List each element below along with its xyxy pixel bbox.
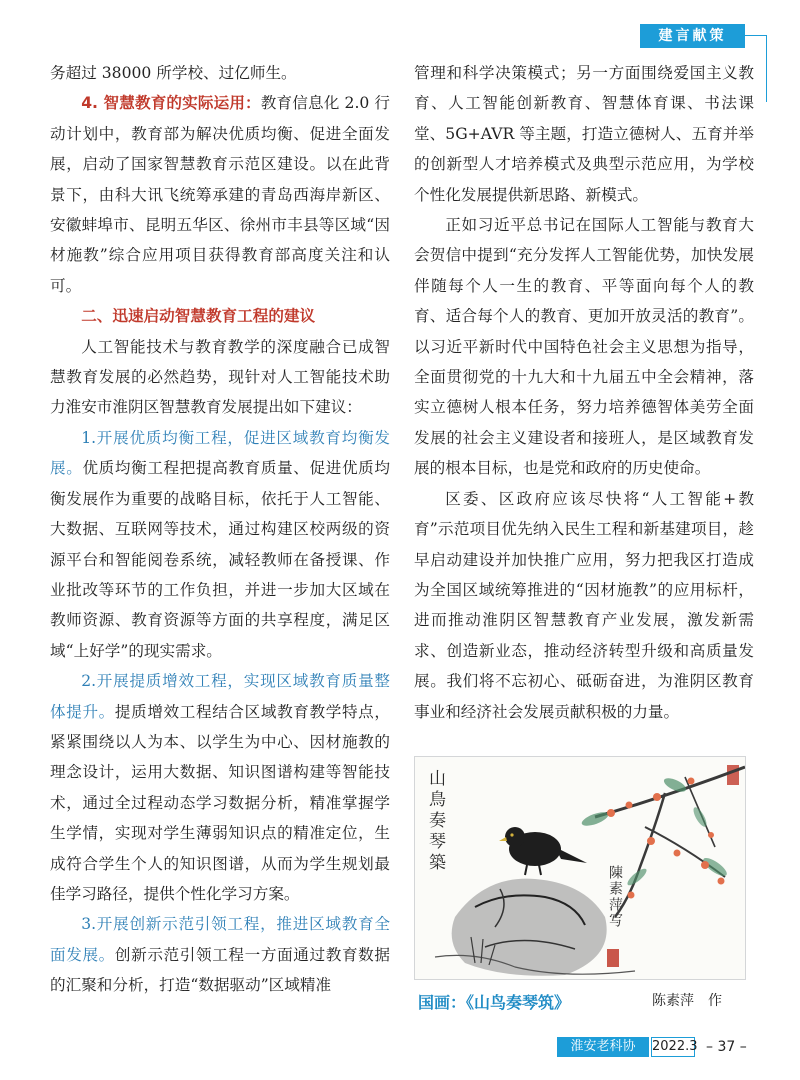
paragraph-body: 教育信息化 2.0 行动计划中，教育部为解决优质均衡、促进全面发展，启动了国家智慧教育示范区建设。以在此背景下，由科大讯飞统筹承建的青岛西海岸新区、安徽蚌埠市、昆明五华区、徐州市丰县等区域“因材施教”综合应用项目获得教育部高度关注和认可。 bbox=[50, 94, 391, 295]
suggestion-body: 优质均衡工程把提高教育质量、促进优质均衡发展作为重要的战略目标，依托于人工智能、大数据、互联网等技术，通过构建区校两级的资源平台和智能阅卷系统，减轻教师在备授课、作业批改等环节的工作负担，并进一步加大区域在教师资源、教育资源等方面的共享程度，满足区域“上好学”的现实需求。 bbox=[50, 459, 390, 660]
left-column bbox=[50, 58, 390, 1001]
issue-number: 2022.3 bbox=[651, 1037, 695, 1057]
figure-caption-title: 国画：《山鸟奏琴筑》 bbox=[418, 993, 571, 1012]
journal-name: 淮安老科协 bbox=[557, 1037, 649, 1057]
suggestion-heading: 2.开展提质增效工程，实现区域教育质量整体提升。 bbox=[50, 672, 390, 721]
paragraph-heading: 4. 智慧教育的实际运用： bbox=[81, 94, 261, 113]
section-title: 二、迅速启动智慧教育工程的建议 bbox=[81, 307, 316, 326]
paragraph-suggestion-2 bbox=[50, 666, 390, 909]
painting-inscription: 山鳥奏琴築 bbox=[425, 769, 445, 874]
paragraph-suggestion-3 bbox=[50, 909, 390, 1000]
paragraph-continuation: 务超过 38000 所学校、过亿师生。 bbox=[50, 64, 297, 82]
section-label: 建言献策 bbox=[640, 24, 745, 48]
paragraph-suggestion-1 bbox=[50, 423, 390, 666]
paragraph-intro: 人工智能技术与教育教学的深度融合已成智慧教育发展的必然趋势，现针对人工智能技术助力淮安市淮阴区智慧教育发展提出如下建议： bbox=[50, 337, 390, 417]
suggestion-heading: 1.开展优质均衡工程，促进区域教育均衡发展。 bbox=[50, 428, 390, 478]
painting-image bbox=[414, 756, 746, 980]
suggestion-body: 提质增效工程结合区域教育教学特点，紧紧围绕以人为本、以学生为中心、因材施教的理念设计，运用大数据、知识图谱构建等智能技术，通过全过程动态学习数据分析，精准掌握学生学情，实现对学生薄弱知识点的精准定位，生成符合学生个人的知识图谱，从而为学生规划最佳学习路径，提供个性化学习方案。 bbox=[50, 702, 390, 903]
suggestion-body: 创新示范引领工程一方面通过教育数据的汇聚和分析，打造“数据驱动”区域精准 bbox=[50, 945, 390, 995]
suggestion-heading: 3.开展创新示范引领工程，推进区域教育全面发展。 bbox=[50, 915, 390, 964]
paragraph-quote: 正如习近平总书记在国际人工智能与教育大会贺信中提到“充分发挥人工智能优势，加快发展伴随每个人一生的教育、平等面向每个人的教育、适合每个人的教育、更加开放灵活的教育”。以习近平新时代中国特色社会主义思想为指导，全面贯彻党的十九大和十九届五中全会精神，落实立德树人根本任务，努力培养德智体美劳全面发展的社会主义建设者和接班人，是区域教育发展的根本目标，也是党和政府的历史使命。 bbox=[414, 216, 754, 478]
right-column bbox=[414, 58, 754, 727]
figure-caption-author: 陈素萍 作 bbox=[652, 993, 722, 1009]
paragraph-smart-education-use bbox=[50, 88, 390, 301]
painting-signature: 陳素萍写 bbox=[607, 865, 623, 929]
page-number: – 37 – bbox=[706, 1039, 747, 1055]
paragraph-conclusion: 区委、区政府应该尽快将“人工智能+教育”示范项目优先纳入民生工程和新基建项目，趁早启动建设并加快推广应用，努力把我区打造成为全国区域统筹推进的“因材施教”的应用标杆，进而推动淮阴区智慧教育产业发展，激发新需求、创造新业态，推动经济转型升级和高质量发展。我们将不忘初心、砥砺奋进，为淮阴区教育事业和经济社会发展贡献积极的力量。 bbox=[414, 489, 754, 721]
paragraph-continuation: 管理和科学决策模式；另一方面围绕爱国主义教育、人工智能创新教育、智慧体育课、书法课堂、5G+AVR 等主题，打造立德树人、五育并举的创新型人才培养模式及典型示范应用，为学校个性化发展提供新思路、新模式。 bbox=[414, 64, 754, 204]
